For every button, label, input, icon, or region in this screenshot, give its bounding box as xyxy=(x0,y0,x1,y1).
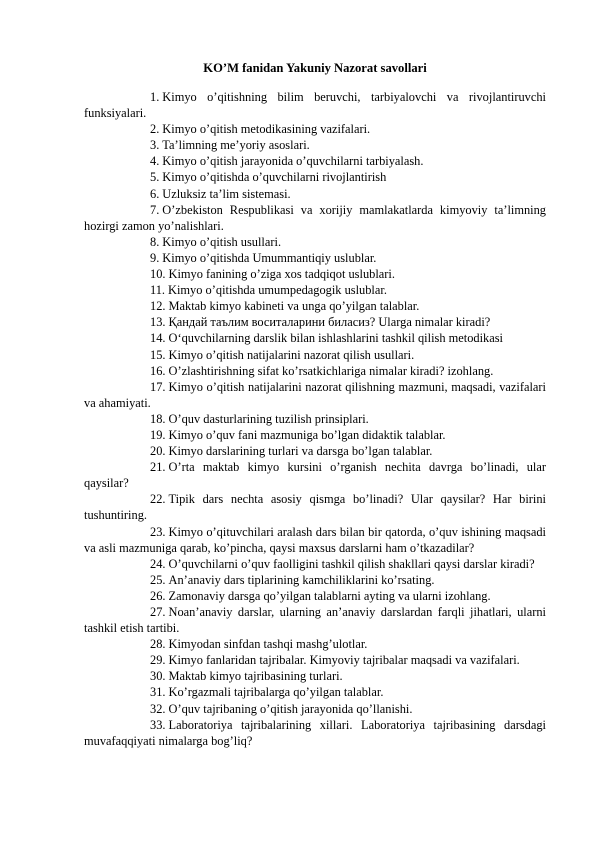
question-text: O’rta maktab kimyo kursini o’rganish nechita davrga bo’linadi, ular qaysilar? xyxy=(84,460,546,491)
question-number: 26. xyxy=(150,588,166,603)
question-number: 6. xyxy=(150,186,160,201)
question-text: Kimyo o’quv fani mazmuniga bo’lgan didaktik talablar. xyxy=(168,427,446,442)
list-item xyxy=(84,250,546,266)
list-item xyxy=(84,717,546,749)
question-text: Kimyo o’qitish natijalarini nazorat qilishning mazmuni, maqsadi, vazifalari va ahamiyati. xyxy=(84,379,546,410)
question-number: 32. xyxy=(150,701,166,716)
question-text: O’quv tajribaning o’qitish jarayonida qo’llanishi. xyxy=(168,701,413,716)
question-number: 12. xyxy=(150,299,166,314)
question-text: Kimyo o’qitish natijalarini nazorat qilish usullari. xyxy=(168,347,415,362)
list-item xyxy=(84,282,546,298)
question-text: An’anaviy dars tiplarining kamchiliklarini ko’rsating. xyxy=(168,572,435,587)
list-item xyxy=(84,379,546,411)
list-item xyxy=(84,314,546,330)
question-text: Maktab kimyo kabineti va unga qo’yilgan talablar. xyxy=(168,299,420,314)
question-number: 18. xyxy=(150,411,166,426)
list-item xyxy=(84,121,546,137)
list-item xyxy=(84,652,546,668)
list-item xyxy=(84,572,546,588)
question-text: Uzluksiz ta’lim sistemasi. xyxy=(162,186,291,201)
question-text: Kimyo o’qitishning bilim beruvchi, tarbiyalovchi va rivojlantiruvchi funksiyalari. xyxy=(84,90,546,121)
question-number: 25. xyxy=(150,572,166,587)
question-text: O’quv dasturlarining tuzilish prinsiplari. xyxy=(168,411,369,426)
question-text: Tipik dars nechta asosiy qismga bo’linadi? Ular qaysilar? Har birini tushuntiring. xyxy=(84,492,546,523)
list-item xyxy=(84,153,546,169)
list-item xyxy=(84,298,546,314)
question-number: 2. xyxy=(150,122,160,137)
question-number: 20. xyxy=(150,444,166,459)
question-number: 31. xyxy=(150,685,166,700)
list-item xyxy=(84,330,546,346)
question-text: Maktab kimyo tajribasining turlari. xyxy=(168,669,343,684)
question-text: Kimyo o’qitishda o’quvchilarni rivojlantirish xyxy=(162,170,387,185)
question-text: O‘quvchilarning darslik bilan ishlashlarini tashkil qilish metodikasi xyxy=(168,331,503,346)
question-number: 28. xyxy=(150,637,166,652)
question-text: Kimyo o’qitish metodikasining vazifalari. xyxy=(162,122,371,137)
list-item xyxy=(84,234,546,250)
question-text: Kimyo o’qitish jarayonida o’quvchilarni tarbiyalash. xyxy=(162,154,424,169)
question-text: Kimyodan sinfdan tashqi mashg’ulotlar. xyxy=(168,637,368,652)
question-number: 16. xyxy=(150,363,166,378)
question-number: 29. xyxy=(150,653,166,668)
question-number: 22. xyxy=(150,492,166,507)
question-number: 33. xyxy=(150,717,166,732)
question-number: 1. xyxy=(150,90,160,104)
question-number: 17. xyxy=(150,379,166,394)
list-item xyxy=(84,89,546,121)
list-item xyxy=(84,588,546,604)
question-number: 23. xyxy=(150,524,166,539)
question-number: 5. xyxy=(150,170,160,185)
question-text: Kimyo o’qitish usullari. xyxy=(162,234,282,249)
list-item xyxy=(84,427,546,443)
question-text: Kimyo darslarining turlari va darsga bo’lgan talablar. xyxy=(168,444,433,459)
question-text: Kimyo o’qitishda Umummantiqiy uslublar. xyxy=(162,250,377,265)
question-number: 24. xyxy=(150,556,166,571)
question-text: Laboratoriya tajribalarining xillari. Laboratoriya tajribasining darsdagi muvafaqqiyati nimalarga bog’liq? xyxy=(84,717,546,748)
question-number: 21. xyxy=(150,460,166,475)
question-text: O’quvchilarni o’quv faolligini tashkil qilish shakllari qaysi darslar kiradi? xyxy=(168,556,535,571)
list-item xyxy=(84,491,546,523)
question-number: 15. xyxy=(150,347,166,362)
list-item xyxy=(84,668,546,684)
question-number: 27. xyxy=(150,605,166,619)
question-list xyxy=(84,89,546,749)
list-item xyxy=(84,363,546,379)
question-text: Қандай таълим воситаларини биласиз? Ularga nimalar kiradi? xyxy=(168,315,491,330)
list-item xyxy=(84,266,546,282)
question-number: 30. xyxy=(150,669,166,684)
question-text: O’zlashtirishning sifat ko’rsatkichlariga nimalar kiradi? izohlang. xyxy=(168,363,494,378)
list-item xyxy=(84,202,546,234)
list-item xyxy=(84,701,546,717)
question-text: Ta’limning me’yoriy asoslari. xyxy=(162,138,310,153)
question-number: 13. xyxy=(150,315,166,330)
list-item xyxy=(84,411,546,427)
list-item xyxy=(84,169,546,185)
question-number: 4. xyxy=(150,154,160,169)
question-text: Ko’rgazmali tajribalarga qo’yilgan talablar. xyxy=(168,685,384,700)
list-item xyxy=(84,684,546,700)
question-number: 3. xyxy=(150,138,160,153)
question-text: Kimyo o’qituvchilari aralash dars bilan bir qatorda, o’quv ishining maqsadi va asli mazmuniga qarab, ko’pincha, qaysi maxsus darslarni ham o’tkazadilar? xyxy=(84,524,546,555)
page-title: KO’M fanidan Yakuniy Nazorat savollari xyxy=(203,61,427,75)
question-number: 10. xyxy=(150,267,166,282)
question-number: 8. xyxy=(150,234,160,249)
question-number: 14. xyxy=(150,331,166,346)
question-text: Noan’anaviy darslar, ularning an’anaviy darslardan farqli jihatlari, ularni tashkil etish tartibi. xyxy=(84,605,546,636)
question-text: Zamonaviy darsga qo’yilgan talablarni ayting va ularni izohlang. xyxy=(168,588,491,603)
question-number: 11. xyxy=(150,283,166,298)
question-text: Kimyo fanlaridan tajribalar. Kimyoviy tajribalar maqsadi va vazifalari. xyxy=(168,653,520,668)
question-number: 7. xyxy=(150,202,160,217)
list-item xyxy=(84,524,546,556)
question-text: Kimyo o’qitishda umumpedagogik uslublar. xyxy=(168,283,387,298)
question-number: 9. xyxy=(150,250,160,265)
list-item xyxy=(84,556,546,572)
question-text: Kimyo fanining o’ziga xos tadqiqot uslublari. xyxy=(168,267,395,282)
question-number: 19. xyxy=(150,427,166,442)
list-item xyxy=(84,347,546,363)
list-item xyxy=(84,459,546,491)
list-item xyxy=(84,186,546,202)
question-text: O’zbekiston Respublikasi va xorijiy mamlakatlarda kimyoviy ta’limning hozirgi zamon yo’nalishlari. xyxy=(84,202,546,233)
list-item xyxy=(84,137,546,153)
list-item xyxy=(84,604,546,636)
list-item xyxy=(84,443,546,459)
list-item xyxy=(84,636,546,652)
